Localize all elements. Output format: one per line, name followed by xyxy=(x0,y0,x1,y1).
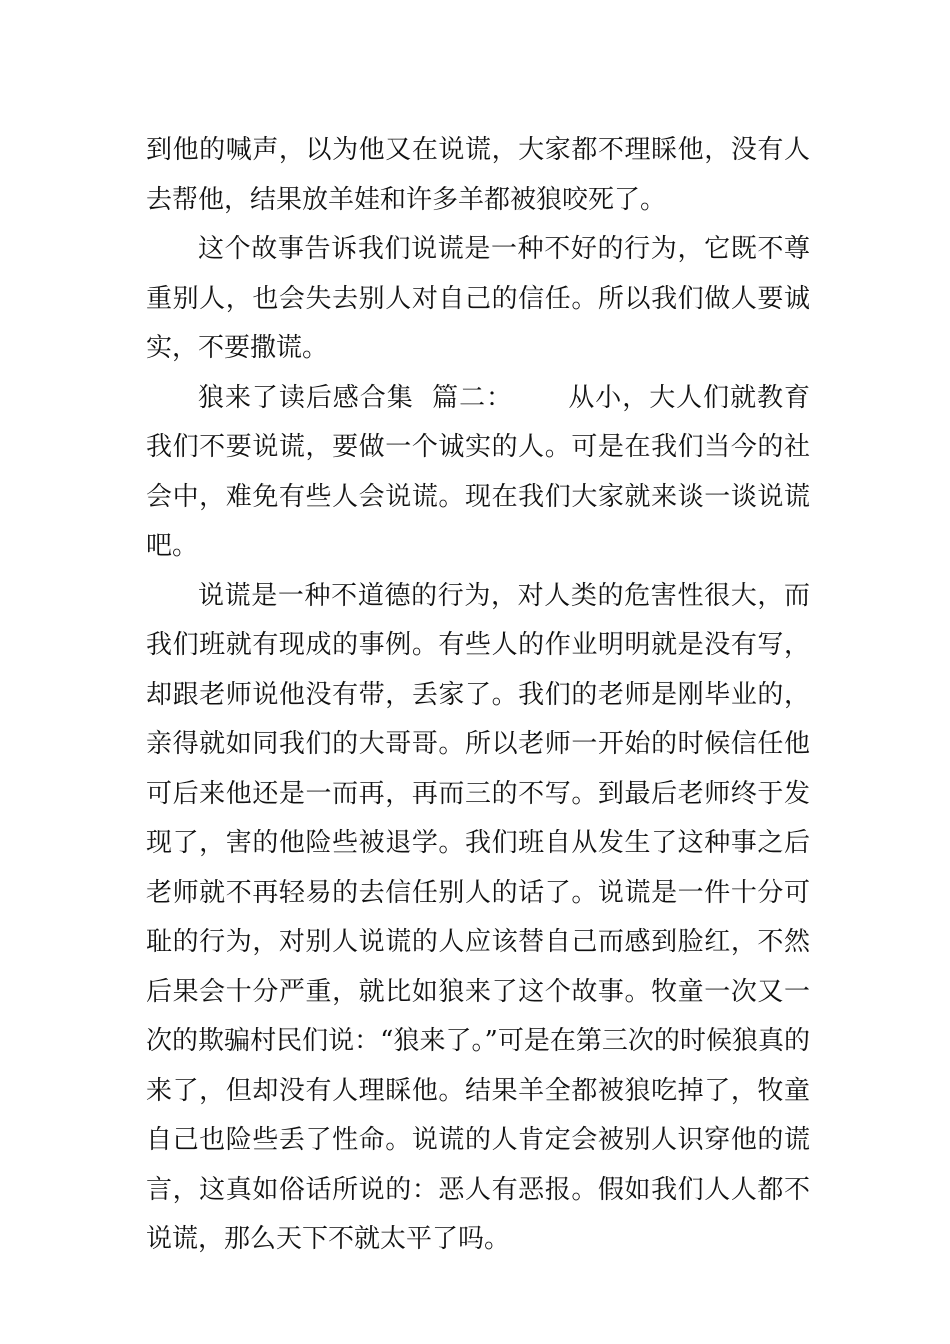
paragraph-1 xyxy=(146,126,810,225)
paragraph-1-text: 到他的喊声，以为他又在说谎，大家都不理睬他，没有人去帮他，结果放羊娃和许多羊都被狼咬死了。 xyxy=(146,135,810,215)
paragraph-2-text: 这个故事告诉我们说谎是一种不好的行为，它既不尊重别人，也会失去别人对自己的信任。所以我们做人要诚实，不要撒谎。 xyxy=(146,234,810,363)
section-heading: 狼来了读后感合集 篇二： xyxy=(198,382,513,413)
heading-gap xyxy=(513,383,568,413)
paragraph-3-text: 从小，大人们就教育我们不要说谎，要做一个诚实的人。可是在我们当今的社会中，难免有些人会说谎。现在我们大家就来谈一谈说谎吧。 xyxy=(146,382,810,561)
paragraph-3 xyxy=(146,374,810,572)
paragraph-2 xyxy=(146,225,810,374)
document-body xyxy=(146,126,810,1265)
paragraph-4-text: 说谎是一种不道德的行为，对人类的危害性很大，而我们班就有现成的事例。有些人的作业明明就是没有写，却跟老师说他没有带，丢家了。我们的老师是刚毕业的，亲得就如同我们的大哥哥。所以老师一开始的时候信任他可后来他还是一而再，再而三的不写。到最后老师终于发现了，害的他险些被退学。我们班自从发生了这种事之后老师就不再轻易的去信任别人的话了。说谎是一件十分可耻的行为，对别人说谎的人应该替自己而感到脸红，不然后果会十分严重，就比如狼来了这个故事。牧童一次又一次的欺骗村民们说：“狼来了。”可是在第三次的时候狼真的来了，但却没有人理睬他。结果羊全都被狼吃掉了，牧童自己也险些丢了性命。说谎的人肯定会被别人识穿他的谎言，这真如俗话所说的：恶人有恶报。假如我们人人都不说谎，那么天下不就太平了吗。 xyxy=(146,580,810,1254)
paragraph-4 xyxy=(146,572,810,1265)
